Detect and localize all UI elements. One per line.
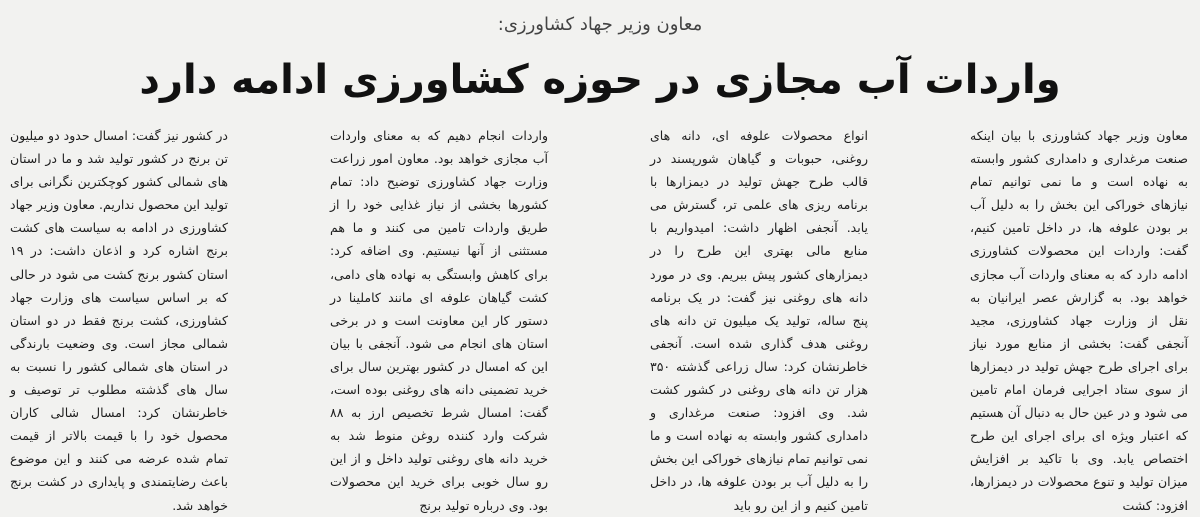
article-body (6, 124, 1192, 513)
column-1-text: معاون وزیر جهاد کشاورزی با بیان اینکه صنعت مرغداری و دامداری کشور وابسته به نهاده است و ما نمی توانیم تمام نیازهای خوراکی این بخش را به دلیل آب بر بودن علوفه ها، در داخل تامین کنیم، گفت: واردات این محصولات کشاورزی ادامه دارد که به معنای واردات آب مجازی خواهد بود. به گزارش عصر ایرانیان به نقل از وزارت جهاد کشاورزی، مجید آنجفی گفت: بخشی از منابع مورد نیاز برای اجرای طرح جهش تولید در دیمزارها از سوی ستاد اجرایی فرمان امام تامین می شود و در عین حال به دنبال آن هستیم که اعتبار ویژه ای برای اجرای این طرح اختصاص یابد. وی با تاکید بر افزایش میزان تولید و تنوع محصولات در دیمزارها، افزود: کشت (970, 128, 1188, 513)
article-kicker: معاون وزیر جهاد کشاورزی: (497, 14, 703, 35)
column-2-text: انواع محصولات علوفه ای، دانه های روغنی، حبوبات و گیاهان شورپسند در قالب طرح جهش تولید در دیمزارها با برنامه ریزی های علمی تر، گسترش می یابد. آنجفی اظهار داشت: امیدواریم با منابع مالی بهتری این طرح را در دیمزارهای کشور پیش ببریم. وی در مورد دانه های روغنی نیز گفت: در یک برنامه پنج ساله، تولید یک میلیون تن دانه های روغنی هدف گذاری شده است. آنجفی خاطرنشان کرد: سال زراعی گذشته ۳۵۰ هزار تن دانه های روغنی در کشور کشت شد. وی افزود: صنعت مرغداری و دامداری کشور وابسته به نهاده است و ما نمی توانیم تمام نیازهای خوراکی این بخش را به دلیل آب بر بودن علوفه ها، در داخل تامین کنیم و از این رو باید (650, 128, 868, 513)
article-column-3 (326, 124, 552, 513)
article-headline: واردات آب مجازی در حوزه کشاورزی ادامه دارد (139, 57, 1061, 103)
column-3-text: واردات انجام دهیم که به معنای واردات آب مجازی خواهد بود. معاون امور زراعت وزارت جهاد کشاورزی توضیح داد: تمام کشورها بخشی از نیاز غذایی خود را از طریق واردات تامین می کنند و ما هم مستثنی از آنها نیستیم. وی اضافه کرد: برای کاهش وابستگی به نهاده های دامی، کشت گیاهان علوفه ای مانند کاملینا در دستور کار این معاونت است و در برخی استان های انجام می شود. آنجفی با بیان این که امسال در کشور بهترین سال برای خرید تضمینی دانه های روغنی بوده است، گفت: امسال شرط تخصیص ارز به ۸۸ شرکت وارد کننده روغن منوط شد به خرید دانه های روغنی تولید داخل و از این رو سال خوبی برای خرید این محصولات بود. وی درباره تولید برنج (330, 128, 548, 513)
article-column-2 (646, 124, 872, 513)
column-4-text: در کشور نیز گفت: امسال حدود دو میلیون تن برنج در کشور تولید شد و ما در استان های شمالی کشور کوچکترین نگرانی برای تولید این محصول نداریم. معاون وزیر جهاد کشاورزی در ادامه به سیاست های کشت برنج اشاره کرد و اذعان داشت: در ۱۹ استان کشور برنج کشت می شود در حالی که بر اساس سیاست های وزارت جهاد کشاورزی، کشت برنج فقط در دو استان شمالی مجاز است. وی وضعیت بارندگی در استان های شمالی کشور را نسبت به سال های گذشته مطلوب تر توصیف و خاطرنشان کرد: امسال شالی کاران محصول خود را با قیمت بالاتر از قیمت تمام شده عرضه می کنند و این موضوع باعث رضایتمندی و پایداری در کشت برنج خواهد شد. (10, 128, 228, 513)
article-column-1 (966, 124, 1192, 513)
article-column-4 (6, 124, 232, 513)
